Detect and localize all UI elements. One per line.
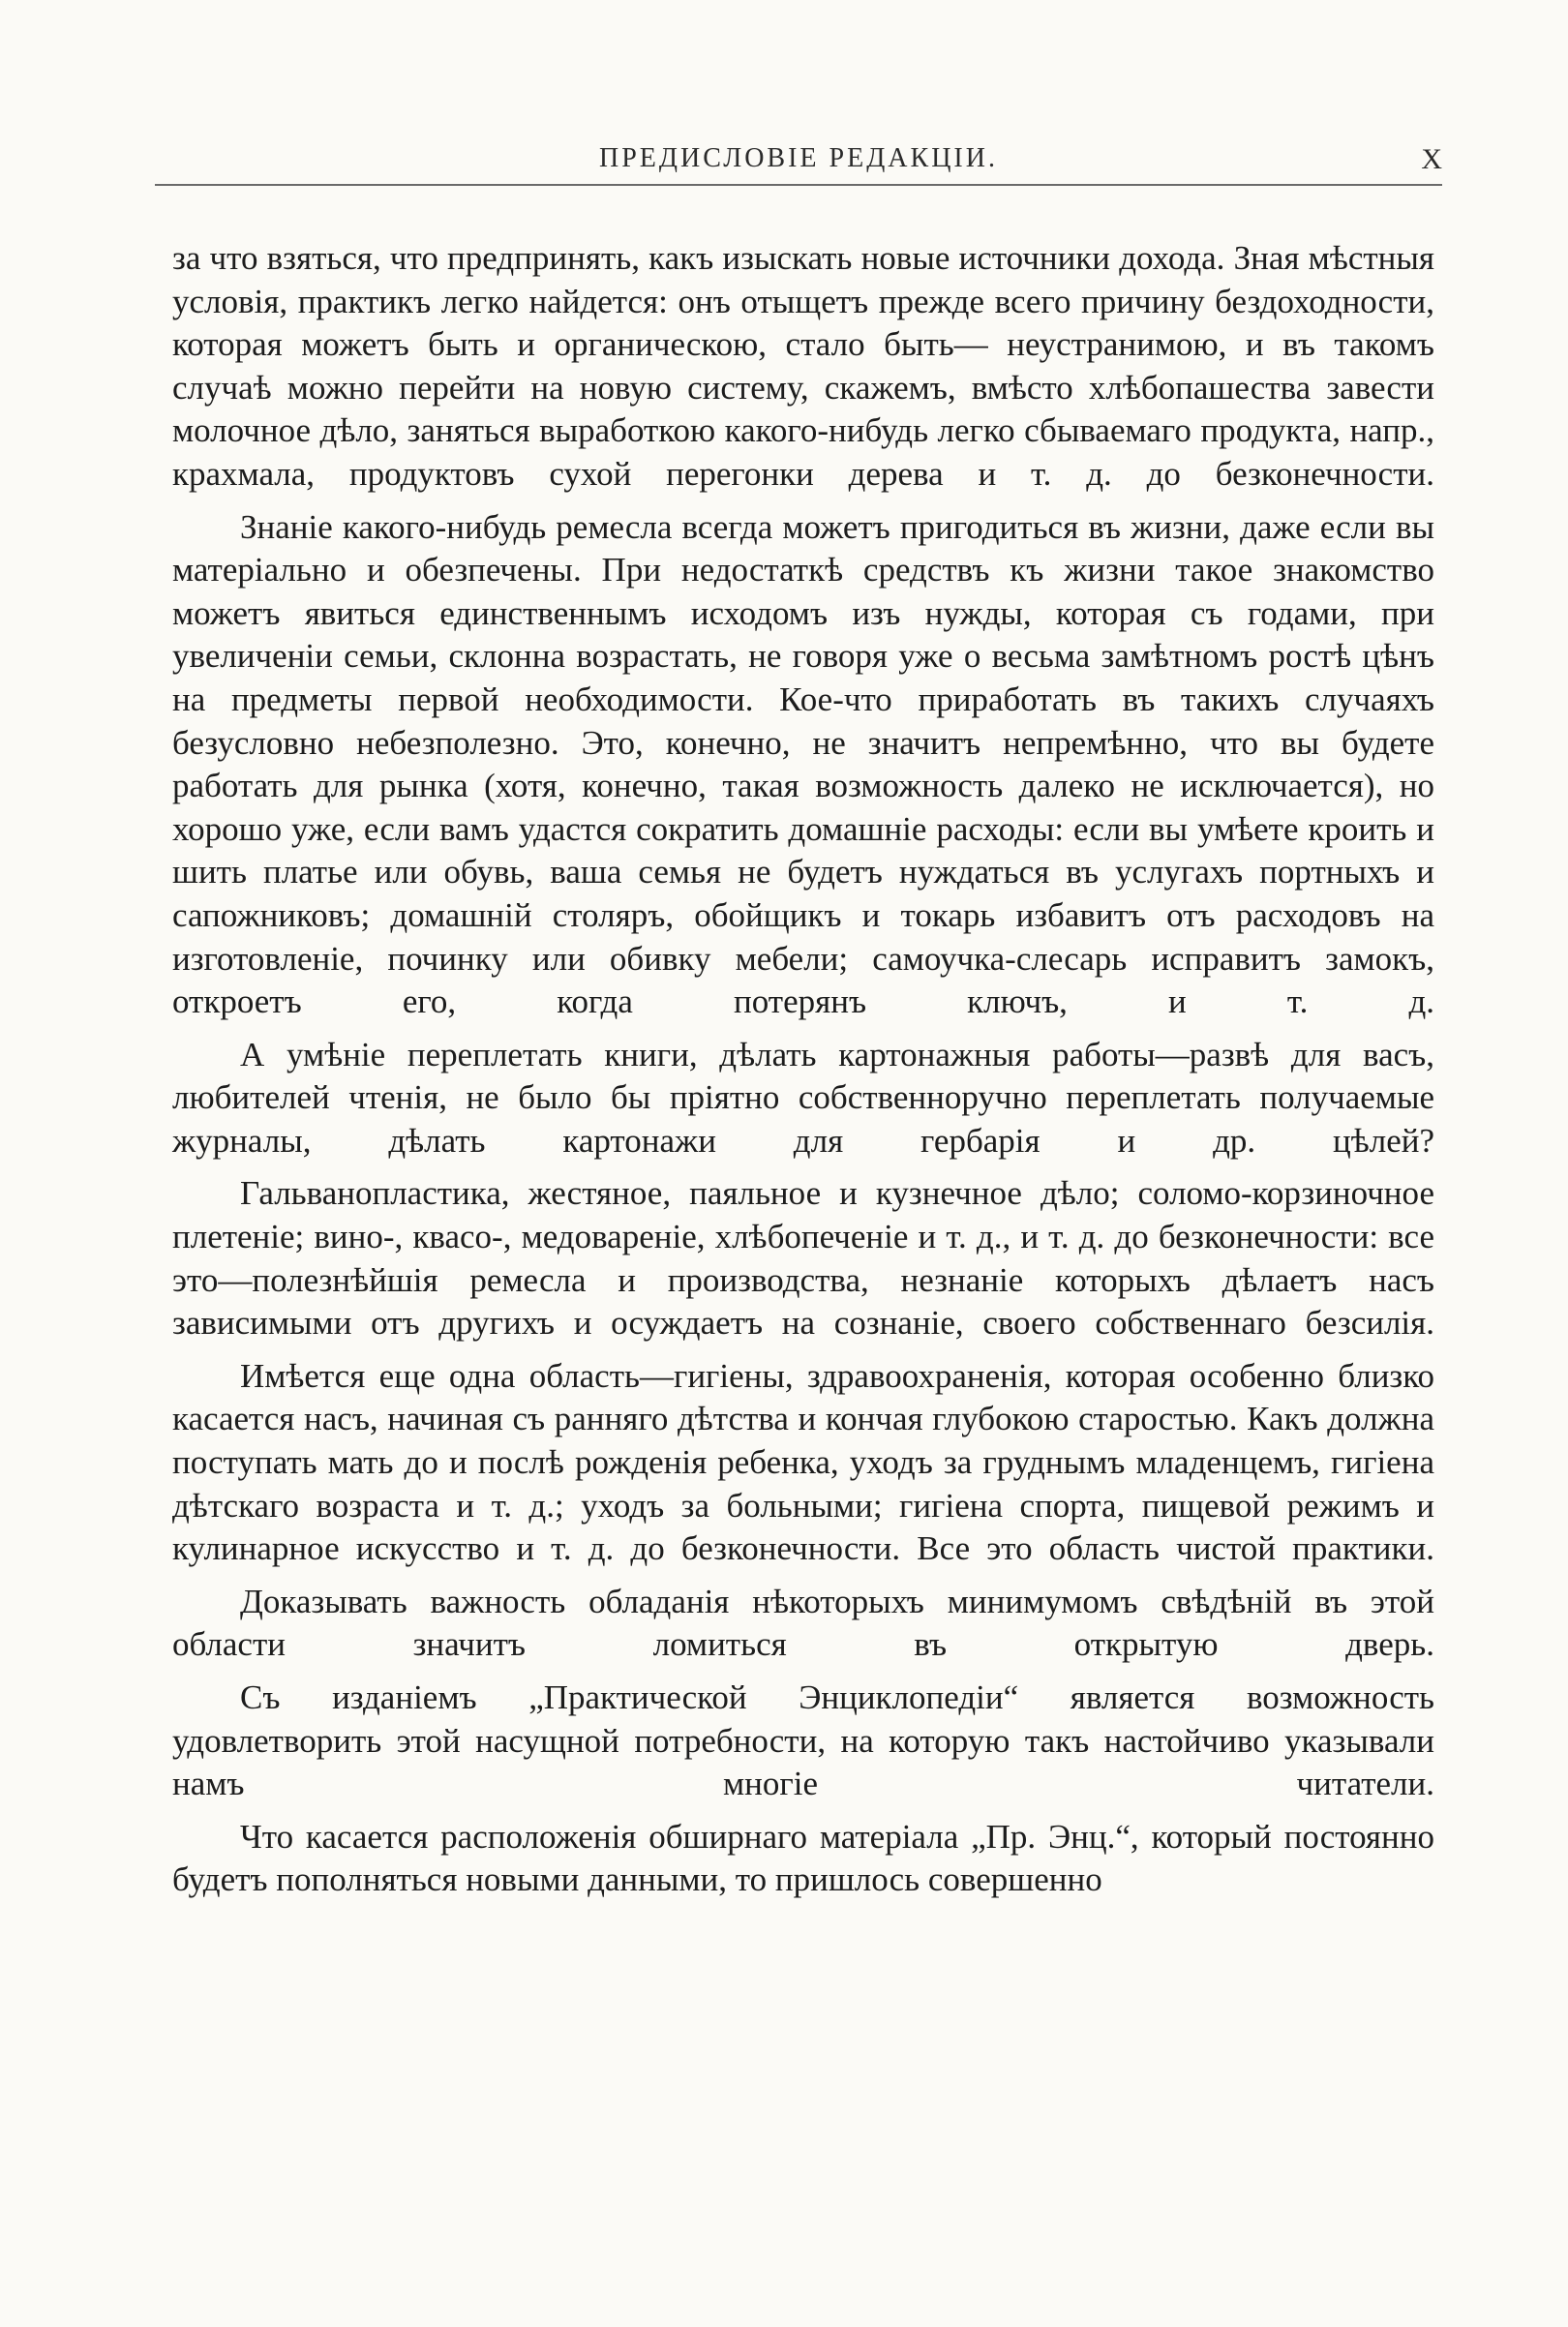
paragraph-8: Что касается расположенія обширнаго матеріала „Пр. Энц.“, который постоянно будетъ пополняться новыми данными, то пришлось совершенно — [172, 1817, 1434, 1899]
running-head — [155, 136, 1442, 194]
body-text — [172, 237, 1434, 1902]
paragraph-4: Гальванопластика, жестяное, паяльное и кузнечное дѣло; соломо-корзиночное плетеніе; вино-, квасо-, медовареніе, хлѣбопеченіе и т. д., и т. д. до безконечности: все это—полезнѣйшія ремесла и производства, незнаніе которыхъ дѣлаетъ насъ зависимыми отъ другихъ и осуждаетъ на сознаніе, своего собственнаго безсилія. — [172, 1174, 1434, 1343]
paragraph-1: за что взяться, что предпринять, какъ изыскать новые источники дохода. Зная мѣстныя условія, практикъ легко найдется: онъ отыщетъ прежде всего причину бездоходности, которая можетъ быть и органическою, стало быть— неустранимою, и въ такомъ случаѣ можно перейти на новую систему, скажемъ, вмѣсто хлѣбопашества завести молочное дѣло, заняться выработкою какого-нибудь легко сбываемаго продукта, напр., крахмала, продуктовъ сухой перегонки дерева и т. д. до безконечности. — [172, 239, 1434, 493]
paragraph-5: Имѣется еще одна область—гигіены, здравоохраненія, которая особенно близко касается насъ, начиная съ ранняго дѣтства и кончая глубокою старостью. Какъ должна поступать мать до и послѣ рожденія ребенка, уходъ за груднымъ младенцемъ, гигіена дѣтскаго возраста и т. д.; уходъ за больными; гигіена спорта, пищевой режимъ и кулинарное искусство и т. д. до безконечности. Все это область чистой практики. — [172, 1356, 1434, 1568]
page-number: X — [1421, 143, 1442, 175]
paragraph-6: Доказывать важность обладанія нѣкоторыхъ минимумомъ свѣдѣній въ этой области значитъ ломиться въ открытую дверь. — [172, 1582, 1434, 1664]
paragraph-3: А умѣніе переплетать книги, дѣлать картонажныя работы—развѣ для васъ, любителей чтенія, не было бы пріятно собственноручно переплетать получаемые журналы, дѣлать картонажи для гербарія и др. цѣлей? — [172, 1035, 1434, 1160]
header-rule — [155, 184, 1442, 186]
running-title: ПРЕДИСЛОВІЕ РЕДАКЦІИ. — [599, 143, 998, 173]
paragraph-7: Съ изданіемъ „Практической Энциклопедіи“ является возможность удовлетворить этой насущной потребности, на которую такъ настойчиво указывали намъ многіе читатели. — [172, 1678, 1434, 1803]
paragraph-2: Знаніе какого-нибудь ремесла всегда можетъ пригодиться въ жизни, даже если вы матеріально и обезпечены. При недостаткѣ средствъ къ жизни такое знакомство можетъ явиться единственнымъ исходомъ изъ нужды, которая съ годами, при увеличеніи семьи, склонна возрастать, не говоря уже о весьма замѣтномъ ростѣ цѣнъ на предметы первой необходимости. Кое-что приработать въ такихъ случаяхъ безусловно небезполезно. Это, конечно, не значитъ непремѣнно, что вы будете работать для рынка (хотя, конечно, такая возможность далеко не исключается), но хорошо уже, если вамъ удастся сократить домашніе расходы: если вы умѣете кроить и шить платье или обувь, ваша семья не будетъ нуждаться въ услугахъ портныхъ и сапожниковъ; домашній столяръ, обойщикъ и токарь избавитъ отъ расходовъ на изготовленіе, починку или обивку мебели; самоучка-слесарь исправитъ замокъ, откроетъ его, когда потерянъ ключъ, и т. д. — [172, 507, 1434, 1021]
